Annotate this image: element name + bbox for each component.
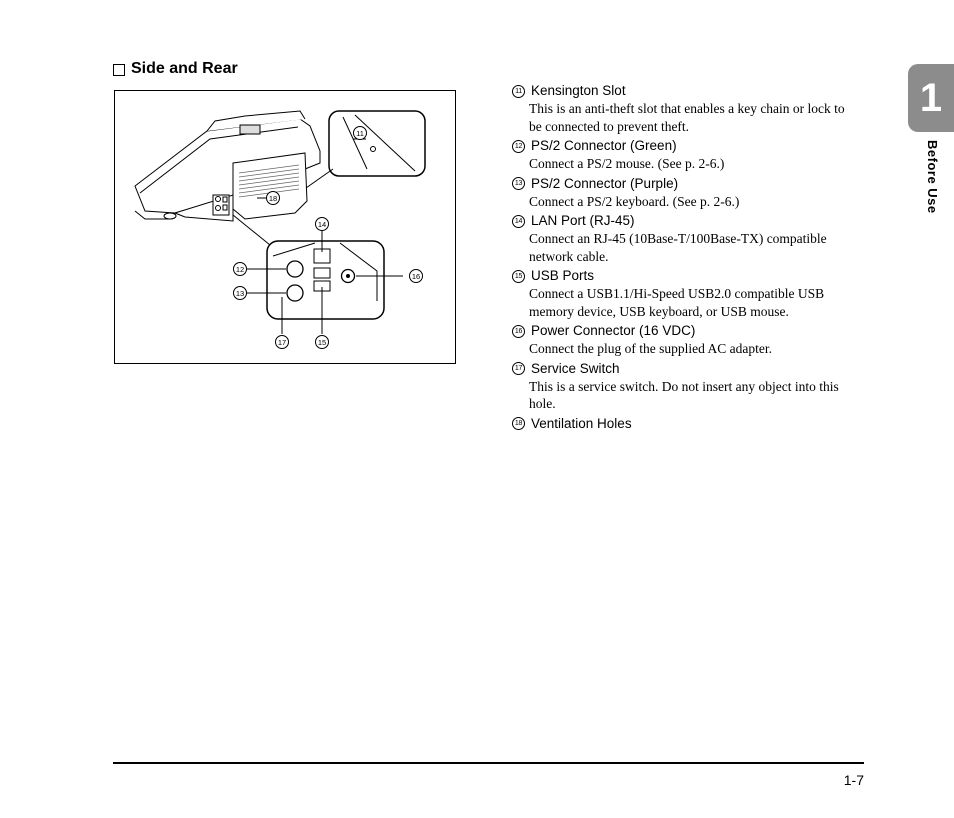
svg-text:18: 18 bbox=[268, 194, 278, 203]
section-title-text: Side and Rear bbox=[131, 60, 238, 77]
svg-text:17: 17 bbox=[277, 338, 287, 347]
footer-divider bbox=[113, 762, 864, 764]
item-description: Connect a PS/2 mouse. (See p. 2-6.) bbox=[529, 156, 725, 171]
checkbox-square-icon bbox=[113, 64, 125, 76]
section-heading bbox=[113, 60, 238, 78]
item-title: PS/2 Connector (Purple) bbox=[531, 175, 679, 191]
number-badge: 18 bbox=[512, 417, 525, 430]
number-badge: 12 bbox=[512, 140, 525, 153]
callout-16 bbox=[410, 270, 423, 283]
list-item bbox=[512, 137, 868, 173]
number-badge: 11 bbox=[512, 85, 525, 98]
chapter-label: Before Use bbox=[925, 140, 940, 214]
list-item bbox=[512, 212, 868, 265]
kensington-inset bbox=[306, 111, 425, 188]
item-title: Power Connector (16 VDC) bbox=[531, 323, 696, 338]
item-description: Connect an RJ-45 (10Base-T/100Base-TX) compatible network cable. bbox=[529, 231, 827, 264]
item-description: This is an anti-theft slot that enables a key chain or lock to be connected to prevent theft. bbox=[529, 101, 845, 134]
item-title: LAN Port (RJ-45) bbox=[531, 213, 635, 228]
number-badge: 17 bbox=[512, 362, 525, 375]
page-number: 1-7 bbox=[843, 772, 864, 788]
svg-text:13: 13 bbox=[235, 289, 245, 298]
scanner-side-rear-figure bbox=[114, 90, 456, 364]
svg-text:11: 11 bbox=[356, 129, 364, 138]
item-description: This is a service switch. Do not insert any object into this hole. bbox=[529, 378, 839, 411]
callout-17 bbox=[276, 336, 289, 349]
callout-12 bbox=[234, 263, 247, 276]
chapter-tab bbox=[908, 64, 954, 132]
ports-inset bbox=[233, 215, 384, 319]
number-badge: 14 bbox=[512, 215, 525, 228]
list-item bbox=[512, 267, 868, 320]
item-description: Connect a PS/2 keyboard. (See p. 2-6.) bbox=[529, 193, 740, 209]
number-badge: 16 bbox=[512, 325, 525, 338]
list-item bbox=[512, 360, 868, 413]
svg-text:12: 12 bbox=[235, 265, 245, 274]
item-title: USB Ports bbox=[531, 268, 595, 283]
callout-15 bbox=[316, 336, 329, 349]
list-item bbox=[512, 415, 868, 433]
svg-text:16: 16 bbox=[411, 272, 421, 281]
svg-text:14: 14 bbox=[317, 220, 327, 229]
callout-14 bbox=[316, 218, 329, 231]
item-description: Connect the plug of the supplied AC adapter. bbox=[529, 341, 772, 356]
component-list bbox=[512, 82, 868, 435]
callout-13 bbox=[234, 287, 247, 300]
item-title: Kensington Slot bbox=[531, 83, 626, 98]
list-item bbox=[512, 175, 868, 211]
list-item bbox=[512, 82, 868, 135]
number-badge: 15 bbox=[512, 270, 525, 283]
callout-18 bbox=[267, 192, 280, 205]
item-title: Service Switch bbox=[531, 360, 620, 376]
item-title: PS/2 Connector (Green) bbox=[531, 138, 677, 153]
list-item bbox=[512, 322, 868, 358]
scanner-illustration bbox=[115, 91, 457, 365]
chapter-number: 1 bbox=[919, 75, 943, 120]
scanner-drawing bbox=[135, 111, 320, 221]
item-title: Ventilation Holes bbox=[531, 415, 632, 431]
number-badge: 13 bbox=[512, 177, 525, 190]
callout-11 bbox=[354, 127, 367, 140]
item-description: Connect a USB1.1/Hi-Speed USB2.0 compatible USB memory device, USB keyboard, or USB mouse. bbox=[529, 286, 825, 319]
svg-text:15: 15 bbox=[317, 338, 327, 347]
